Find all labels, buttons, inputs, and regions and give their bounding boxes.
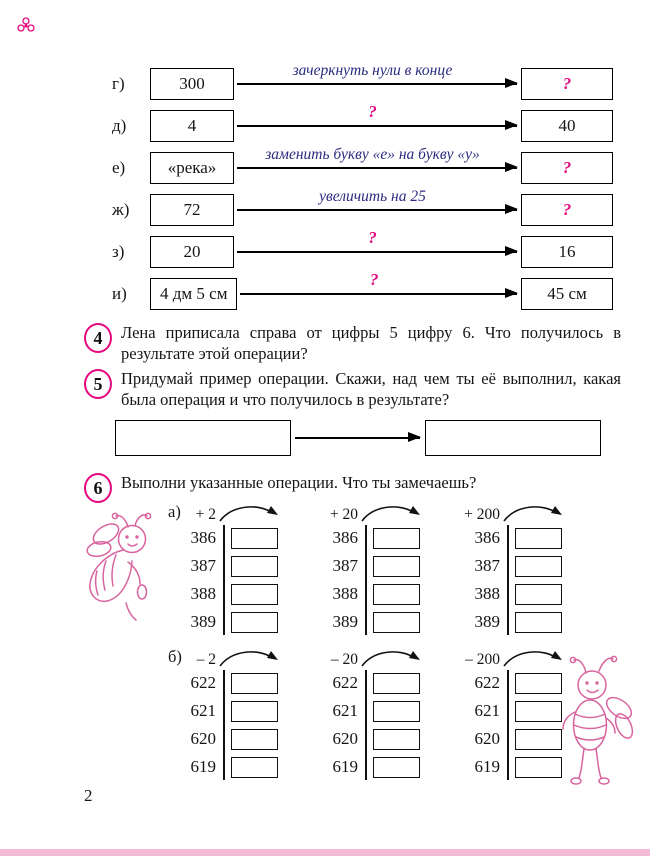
operation-group (460, 497, 564, 636)
curved-arrow-icon (360, 500, 422, 524)
operand-number: 387 (474, 556, 500, 575)
operand-number: 620 (474, 729, 500, 748)
operation-label: ? (368, 102, 377, 121)
divider-line (365, 525, 367, 635)
operation-label: ? (368, 228, 377, 247)
section-label: б) (168, 647, 182, 666)
divider-line (365, 670, 367, 780)
transform-exercise (112, 63, 613, 315)
row-letter: г) (112, 74, 125, 93)
transform-row (112, 228, 613, 273)
answer-box[interactable] (515, 556, 562, 577)
curved-arrow-icon (218, 500, 280, 524)
operation-label: + 2 (195, 505, 216, 523)
answer-box[interactable] (231, 556, 278, 577)
output-box: 40 (521, 110, 613, 142)
operand-number: 386 (474, 528, 500, 547)
operand-number: 386 (190, 528, 216, 547)
answer-box[interactable] (231, 528, 278, 549)
operation-label: – 20 (330, 650, 358, 668)
exercise6-section-b (168, 642, 564, 781)
operation-label: зачеркнуть нули в конце (292, 62, 453, 79)
arrow-line-icon (237, 167, 517, 169)
page-number: 2 (84, 786, 93, 805)
operation-label: увеличить на 25 (319, 188, 426, 205)
answer-box[interactable] (373, 556, 420, 577)
operation-arrow (237, 63, 518, 105)
transform-row (112, 102, 613, 147)
arrow-line-icon (237, 83, 517, 85)
output-box: 45 см (521, 278, 613, 310)
transform-row (112, 270, 613, 315)
operation-arrow (240, 270, 518, 315)
transform-row (112, 147, 613, 189)
answer-box[interactable] (231, 757, 278, 778)
operand-number: 621 (190, 701, 216, 720)
operation-arrow (295, 420, 421, 456)
arrow-line-icon (237, 125, 517, 127)
operation-label: + 200 (464, 505, 500, 523)
problem-text: Придумай пример операции. Скажи, над чем ты её выполнил, какая была операция и что получилось в результате? (121, 369, 621, 410)
operation-arrow (237, 102, 518, 147)
operation-group (318, 642, 422, 781)
arrow-line-icon (240, 293, 517, 295)
row-letter: е) (112, 158, 126, 177)
operand-number: 621 (332, 701, 358, 720)
operation-arrow (237, 189, 518, 231)
arrow-line-icon (237, 251, 517, 253)
operation-group (176, 642, 280, 781)
answer-box[interactable] (373, 673, 420, 694)
operation-group (176, 497, 280, 636)
operation-label: ? (369, 270, 379, 289)
operation-group (318, 497, 422, 636)
operand-number: 388 (474, 584, 500, 603)
answer-box[interactable] (515, 612, 562, 633)
blank-operation-scheme (115, 420, 601, 456)
input-box: «река» (150, 152, 234, 184)
blank-input-box[interactable] (115, 420, 291, 456)
transform-row (112, 189, 613, 231)
answer-box[interactable] (373, 729, 420, 750)
operand-number: 620 (332, 729, 358, 748)
answer-box[interactable] (231, 612, 278, 633)
answer-box[interactable] (231, 673, 278, 694)
operand-number: 388 (190, 584, 216, 603)
operand-number: 387 (190, 556, 216, 575)
operand-number: 621 (474, 701, 500, 720)
operand-number: 622 (190, 673, 216, 692)
output-box: 16 (521, 236, 613, 268)
operand-number: 620 (190, 729, 216, 748)
divider-line (223, 670, 225, 780)
problem-5 (84, 368, 621, 411)
answer-box[interactable] (373, 584, 420, 605)
operand-number: 389 (332, 612, 358, 631)
divider-line (507, 525, 509, 635)
answer-box[interactable] (515, 528, 562, 549)
problem-text: Лена приписала справа от цифры 5 цифру 6. Что получилось в результате этой операции? (121, 323, 621, 364)
operation-label: – 2 (196, 650, 216, 668)
operand-number: 619 (190, 757, 216, 776)
input-box: 20 (150, 236, 234, 268)
problem-number-badge: 6 (84, 473, 112, 503)
operand-number: 622 (474, 673, 500, 692)
output-box: ? (521, 68, 613, 100)
operation-label: заменить букву «е» на букву «у» (265, 146, 480, 163)
input-box: 300 (150, 68, 234, 100)
operation-arrow (237, 228, 518, 273)
operation-arrow (237, 147, 518, 189)
input-box: 4 (150, 110, 234, 142)
row-letter: з) (112, 242, 125, 261)
answer-box[interactable] (231, 584, 278, 605)
row-letter: д) (112, 116, 127, 135)
output-box: ? (521, 152, 613, 184)
problem-4 (84, 322, 621, 365)
operation-label: + 20 (329, 505, 358, 523)
blank-output-box[interactable] (425, 420, 601, 456)
operand-number: 386 (332, 528, 358, 547)
arrow-line-icon (295, 437, 420, 439)
operand-number: 389 (190, 612, 216, 631)
curved-arrow-icon (502, 500, 564, 524)
divider-line (507, 670, 509, 780)
operand-number: 387 (332, 556, 358, 575)
answer-box[interactable] (373, 612, 420, 633)
row-letter: ж) (112, 200, 130, 219)
answer-box[interactable] (231, 701, 278, 722)
output-box: ? (521, 194, 613, 226)
problem-number-badge: 5 (84, 369, 112, 399)
exercise6-section-a (168, 497, 564, 636)
divider-line (223, 525, 225, 635)
bee-illustration-left (76, 508, 171, 630)
operand-number: 619 (474, 757, 500, 776)
operand-number: 619 (332, 757, 358, 776)
operation-label: – 200 (465, 650, 500, 668)
answer-box[interactable] (373, 701, 420, 722)
problem-text: Выполни указанные операции. Что ты замечаешь? (121, 473, 477, 492)
section-label: а) (168, 502, 181, 521)
answer-box[interactable] (231, 729, 278, 750)
answer-box[interactable] (515, 584, 562, 605)
answer-box[interactable] (373, 757, 420, 778)
bee-illustration-right (548, 650, 648, 795)
operand-number: 388 (332, 584, 358, 603)
input-box: 4 дм 5 см (150, 278, 237, 310)
operand-number: 389 (474, 612, 500, 631)
arrow-line-icon (237, 209, 517, 211)
answer-box[interactable] (373, 528, 420, 549)
curved-arrow-icon (218, 645, 280, 669)
problem-number-badge: 4 (84, 323, 112, 353)
corner-flower-icon (16, 16, 36, 36)
operand-number: 622 (332, 673, 358, 692)
row-letter: и) (112, 284, 127, 303)
input-box: 72 (150, 194, 234, 226)
transform-row (112, 63, 613, 105)
curved-arrow-icon (360, 645, 422, 669)
bottom-decorative-strip (0, 849, 650, 856)
